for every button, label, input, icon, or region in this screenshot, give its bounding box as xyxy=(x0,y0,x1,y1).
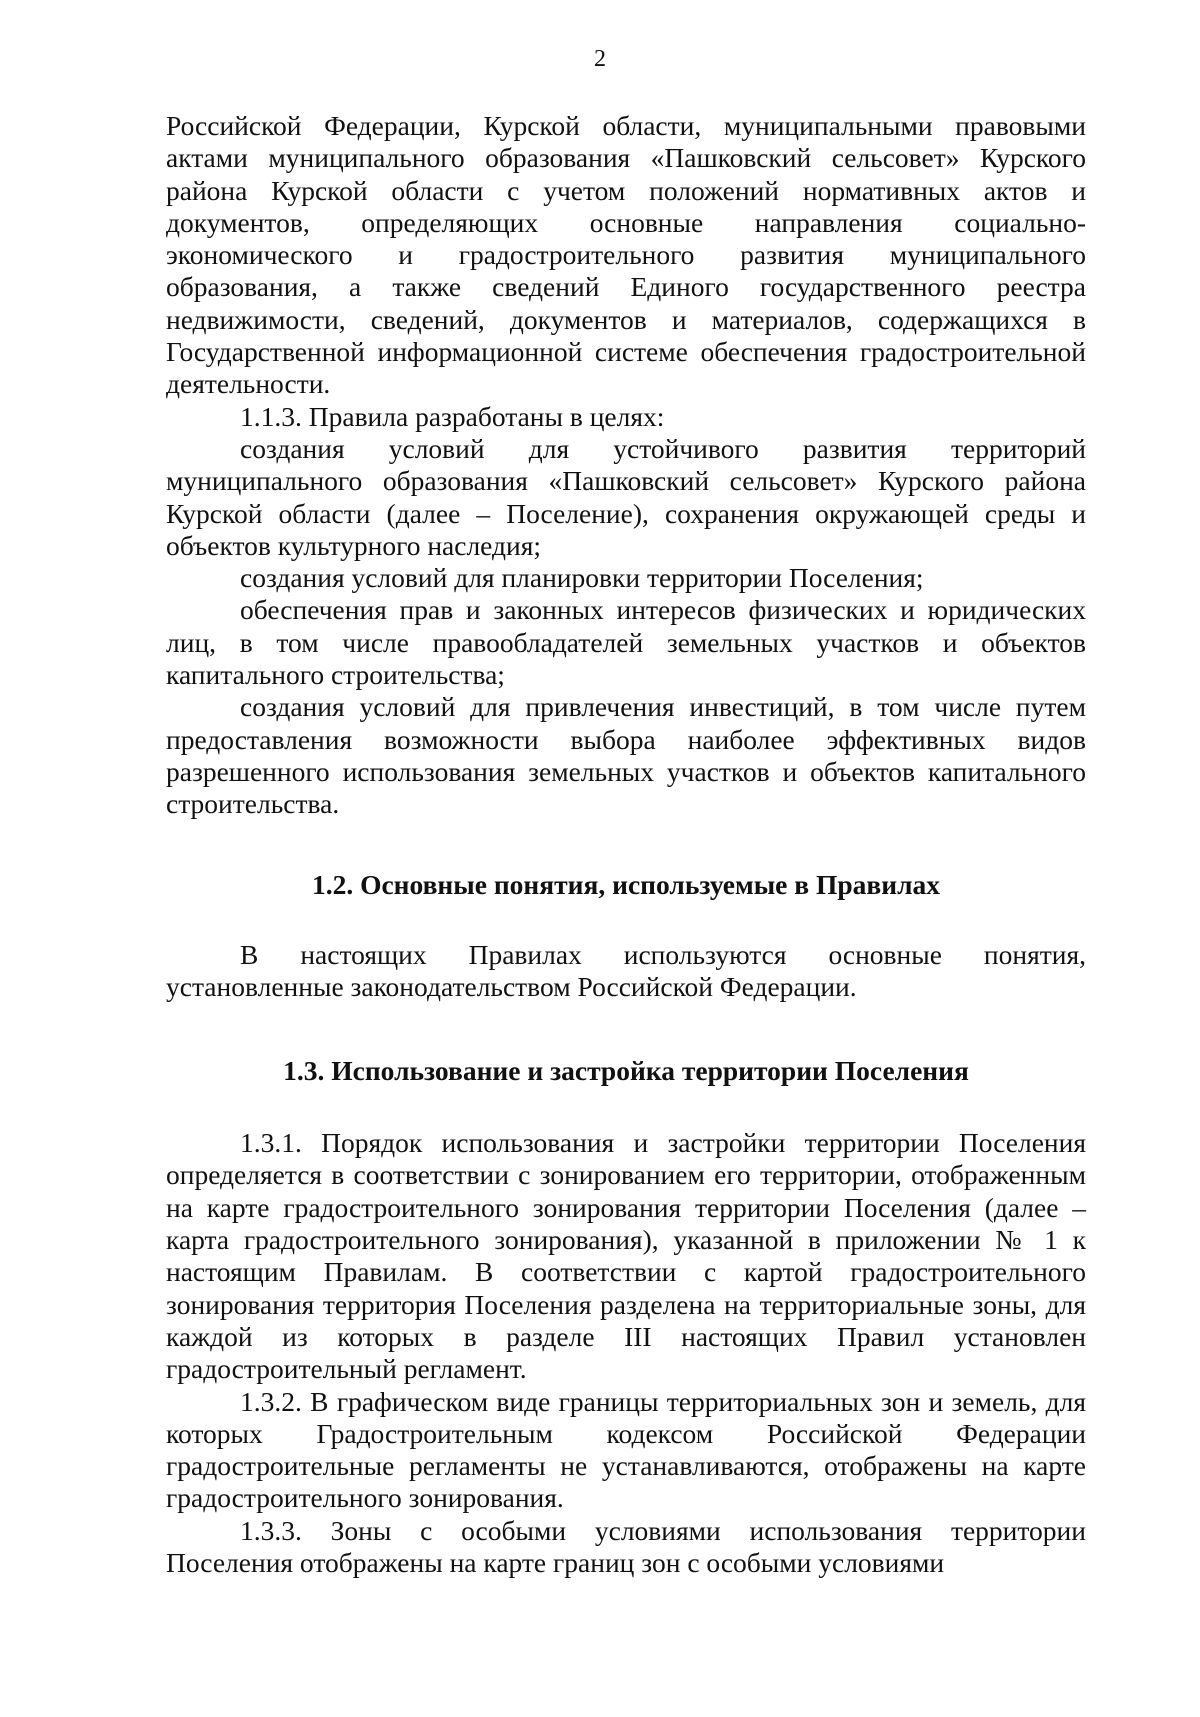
section-heading-1-3: 1.3. Использование и застройка территории Поселения xyxy=(283,1055,969,1087)
section-heading-1-2: 1.2. Основные понятия, используемые в Правилах xyxy=(311,868,941,900)
section-gap xyxy=(166,1003,1086,1055)
paragraph-1-1-3: 1.1.3. Правила разработаны в целях: xyxy=(240,400,665,432)
page-number: 2 xyxy=(594,46,606,72)
section-gap xyxy=(166,901,1086,939)
section-gap xyxy=(166,1087,1086,1127)
section-gap xyxy=(166,821,1086,869)
paragraph-1-3-1: 1.3.1. Порядок использования и застройки территории Поселения определяется в соответствии с зонированием его территории, отображенным на карте градостроительного зонирования территории Поселения (далее – карта градостроительного зонирования), указанной в приложении № 1 к настоящим Правилам. В соответствии с картой градостроительного зонирования территория Поселения разделена на территориальные зоны, для каждой из которых в разделе III настоящих Правил установлен градостроительный регламент. xyxy=(166,1127,1086,1385)
paragraph-goal-investments: создания условий для привлечения инвестиций, в том числе путем предоставления возможности выбора наиболее эффективных видов разрешенного использования земельных участков и объектов капитального строительства. xyxy=(166,691,1086,820)
paragraph-1-3-2: 1.3.2. В графическом виде границы территориальных зон и земель, для которых Градостроительным кодексом Российской Федерации градостроительные регламенты не устанавливаются, отображены на карте градостроительного зонирования. xyxy=(166,1385,1086,1514)
paragraph-goal-planning: создания условий для планировки территории Поселения; xyxy=(240,562,924,594)
paragraph-goal-sustainable-development: создания условий для устойчивого развития территорий муниципального образования «Пашковский сельсовет» Курского района Курской области (далее – Поселение), сохранения окружающей среды и объектов культурного наследия; xyxy=(166,432,1086,561)
document-body xyxy=(166,110,1086,1579)
paragraph-1-2: В настоящих Правилах используются основные понятия, установленные законодательством Российской Федерации. xyxy=(166,938,1086,1002)
paragraph-continued: Российской Федерации, Курской области, муниципальными правовыми актами муниципального образования «Пашковский сельсовет» Курского района Курской области с учетом положений нормативных актов и документов, определяющих основные направления социально-экономического и градостроительного развития муниципального образования, а также сведений Единого государственного реестра недвижимости, сведений, документов и материалов, содержащихся в Государственной информационной системе обеспечения градостроительной деятельности. xyxy=(166,110,1086,400)
paragraph-1-3-3: 1.3.3. Зоны с особыми условиями использования территории Поселения отображены на карте границ зон с особыми условиями xyxy=(166,1514,1086,1578)
paragraph-goal-rights: обеспечения прав и законных интересов физических и юридических лиц, в том числе правообладателей земельных участков и объектов капитального строительства; xyxy=(166,594,1086,691)
